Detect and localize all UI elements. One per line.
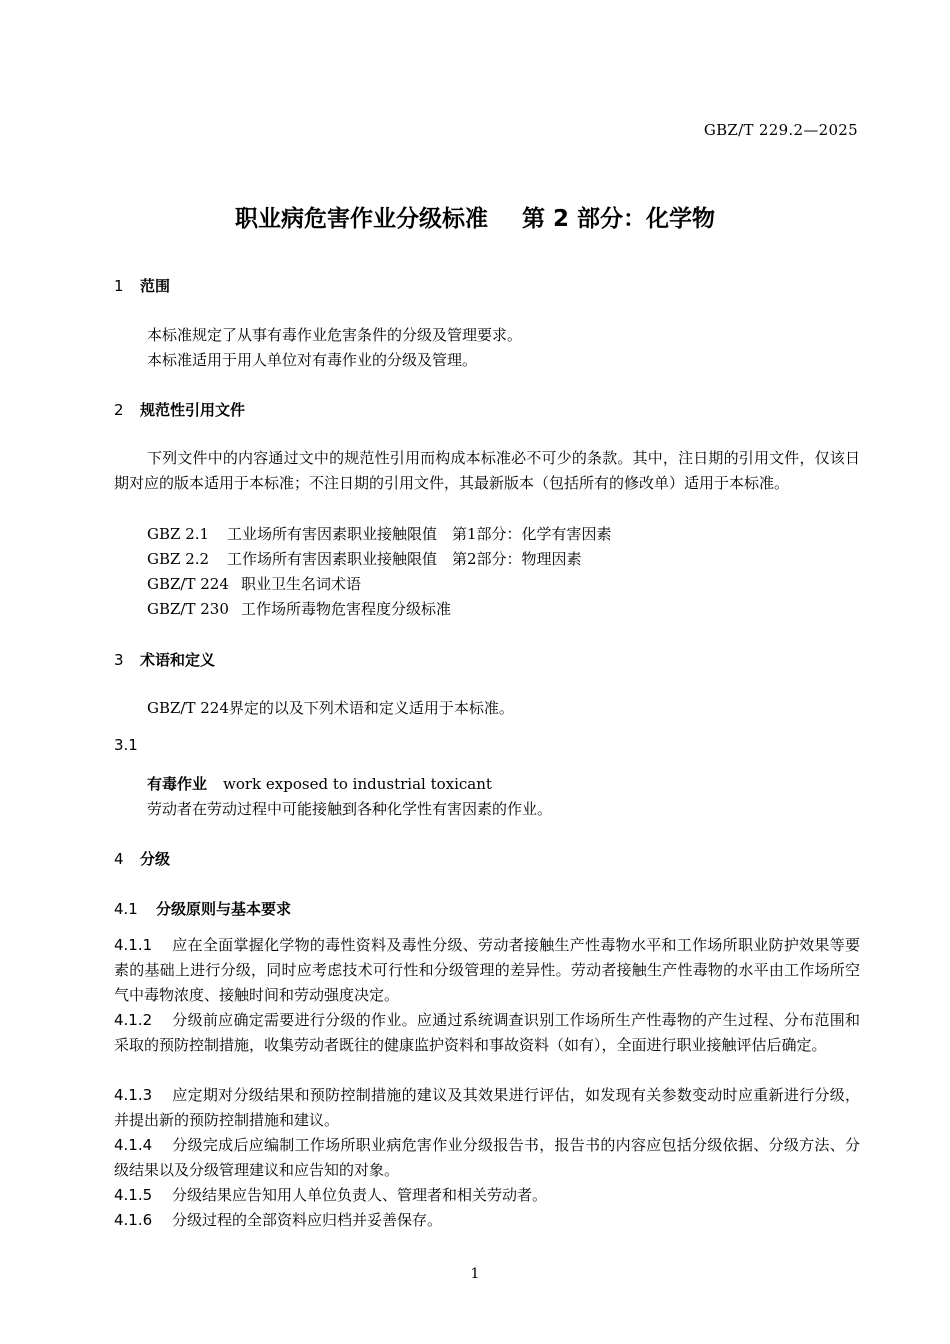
subsection-number: 4.1	[114, 900, 138, 918]
section-title: 规范性引用文件	[140, 401, 246, 419]
clause-number: 4.1.6	[114, 1211, 153, 1229]
section-3-heading	[114, 649, 215, 670]
term-english: work exposed to industrial toxicant	[223, 775, 492, 793]
reference-title: 工作场所有害因素职业接触限值 第2部分：物理因素	[227, 550, 582, 568]
reference-item	[147, 598, 451, 619]
scope-line-1: 本标准规定了从事有毒作业危害条件的分级及管理要求。	[147, 326, 523, 344]
document-title	[0, 200, 950, 233]
term-definition: 劳动者在劳动过程中可能接触到各种化学性有害因素的作业。	[147, 800, 553, 818]
section-1-heading	[114, 275, 170, 296]
reference-code: GBZ 2.2	[147, 550, 210, 568]
term-number: 3.1	[114, 736, 138, 754]
clause-4-1-6	[114, 1208, 860, 1233]
clause-text: 分级前应确定需要进行分级的作业。应通过系统调查识别工作场所生产性毒物的产生过程、分布范围和采取的预防控制措施，收集劳动者既往的健康监护资料和事故资料（如有），全面进行职业接触评估后确定。	[114, 1011, 860, 1054]
section-number: 3	[114, 651, 124, 669]
reference-title: 职业卫生名词术语	[241, 575, 362, 593]
clause-number: 4.1.5	[114, 1186, 153, 1204]
clause-4-1-2	[114, 1008, 860, 1058]
page-number: 1	[470, 1266, 480, 1282]
section-number: 4	[114, 850, 124, 868]
section-4-heading	[114, 848, 170, 869]
standard-code: GBZ/T 229.2—2025	[703, 121, 858, 139]
reference-code: GBZ/T 230	[147, 600, 229, 618]
scope-line-2: 本标准适用于用人单位对有毒作业的分级及管理。	[147, 351, 478, 369]
terms-intro: GBZ/T 224界定的以及下列术语和定义适用于本标准。	[147, 699, 514, 717]
reference-item	[147, 523, 612, 544]
reference-title: 工业场所有害因素职业接触限值 第1部分：化学有害因素	[227, 525, 612, 543]
clause-number: 4.1.3	[114, 1086, 153, 1104]
clause-text: 应定期对分级结果和预防控制措施的建议及其效果进行评估，如发现有关参数变动时应重新进行分级，并提出新的预防控制措施和建议。	[114, 1086, 860, 1129]
clause-text: 应在全面掌握化学物的毒性资料及毒性分级、劳动者接触生产性毒物水平和工作场所职业防护效果等要素的基础上进行分级，同时应考虑技术可行性和分级管理的差异性。劳动者接触生产性毒物的水平由工作场所空气中毒物浓度、接触时间和劳动强度决定。	[114, 936, 860, 1004]
references-intro: 下列文件中的内容通过文中的规范性引用而构成本标准必不可少的条款。其中，注日期的引用文件，仅该日期对应的版本适用于本标准；不注日期的引用文件，其最新版本（包括所有的修改单）适用于本标准。	[114, 449, 860, 492]
reference-title: 工作场所毒物危害程度分级标准	[241, 600, 452, 618]
clause-4-1-1	[114, 933, 860, 1008]
section-title: 范围	[140, 277, 171, 295]
subsection-4-1-heading	[114, 898, 291, 919]
clause-4-1-4	[114, 1133, 860, 1183]
clause-4-1-5	[114, 1183, 860, 1208]
clause-number: 4.1.1	[114, 936, 153, 954]
term-chinese: 有毒作业	[147, 775, 208, 793]
clause-number: 4.1.2	[114, 1011, 153, 1029]
reference-item	[147, 548, 582, 569]
section-number: 1	[114, 277, 124, 295]
reference-code: GBZ 2.1	[147, 525, 210, 543]
section-2-heading	[114, 399, 245, 420]
reference-item	[147, 573, 361, 594]
section-title: 分级	[140, 850, 171, 868]
term-entry	[147, 773, 492, 794]
clause-text: 分级结果应告知用人单位负责人、管理者和相关劳动者。	[172, 1186, 548, 1204]
section-title: 术语和定义	[140, 651, 216, 669]
clause-number: 4.1.4	[114, 1136, 153, 1154]
title-part: 第 2 部分：化学物	[521, 206, 716, 232]
title-main: 职业病危害作业分级标准	[234, 206, 488, 232]
reference-code: GBZ/T 224	[147, 575, 229, 593]
section-number: 2	[114, 401, 124, 419]
clause-text: 分级过程的全部资料应归档并妥善保存。	[172, 1211, 443, 1229]
clause-text: 分级完成后应编制工作场所职业病危害作业分级报告书，报告书的内容应包括分级依据、分级方法、分级结果以及分级管理建议和应告知的对象。	[114, 1136, 860, 1179]
subsection-title: 分级原则与基本要求	[156, 900, 292, 918]
clause-4-1-3	[114, 1083, 860, 1133]
